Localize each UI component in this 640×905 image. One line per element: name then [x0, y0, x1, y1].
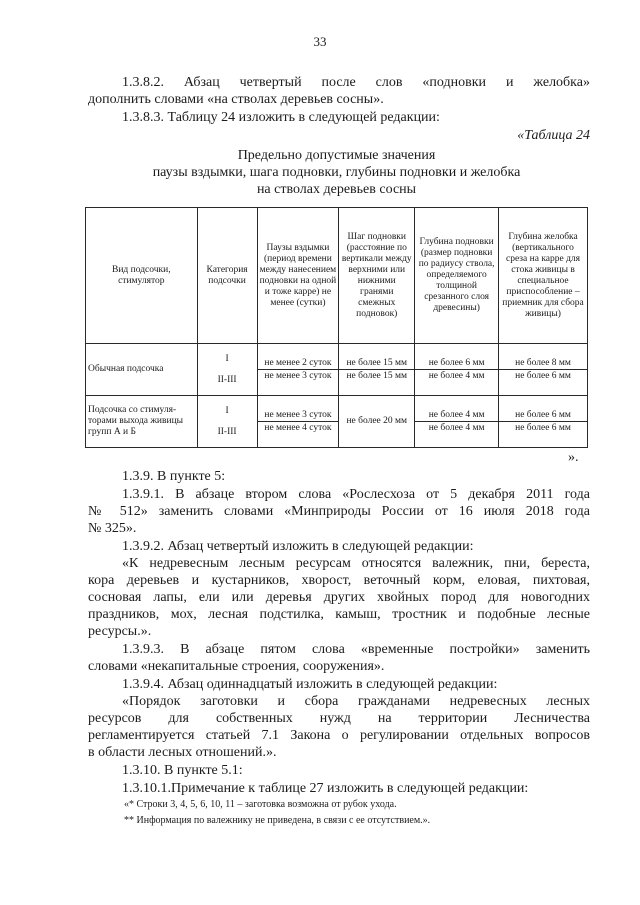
cell-type: Обычная подсочка [86, 344, 198, 396]
groove-value: не более 6 мм [499, 369, 587, 382]
note-line-2: ** Информация по валежнику не приведена, в связи с ее отсутствием.». [124, 815, 431, 826]
pause-value: не менее 3 суток [258, 369, 339, 382]
paragraph-1-3-8-2-line-2: дополнить словами «на стволах деревьев сосны». [88, 92, 384, 107]
quote-1-line-1: «К недревесным лесным ресурсам относятся валежник, пни, береста, [122, 556, 590, 571]
paragraph-1-3-9-1-line-3: № 325». [88, 521, 137, 536]
paragraph-1-3-10-1: 1.3.10.1.Примечание к таблице 27 изложить в следующей редакции: [122, 781, 529, 796]
category-value: I [225, 405, 229, 416]
pause-value: не менее 4 суток [258, 421, 339, 434]
cell-category [197, 396, 257, 448]
groove-value: не более 8 мм [515, 357, 571, 368]
paragraph-1-3-9-1-line-1: 1.3.9.1. В абзаце втором слова «Рослесхоза от 5 декабря 2011 года [122, 487, 590, 502]
groove-value: не более 6 мм [515, 409, 571, 420]
step-value: не более 15 мм [339, 369, 414, 382]
quote-1-line-2: кора деревьев и кустарников, хворост, веточный корм, еловая, пихтовая, [88, 573, 590, 588]
norms-table [85, 207, 588, 448]
depth-value: не более 4 мм [415, 421, 498, 434]
step-value: не более 15 мм [346, 357, 408, 368]
table-title-line-1: Предельно допустимые значения [237, 148, 436, 163]
category-value: II-III [217, 426, 237, 437]
quote-1-line-4: праздников, мох, лесная подстилка, камыш, тростник и подобные лесные [88, 607, 590, 622]
header-category: Категория подсочки [197, 208, 257, 344]
table-label: «Таблица 24 [517, 128, 590, 143]
table-close-quote: ». [568, 450, 579, 465]
quote-2-line-1: «Порядок заготовки и сбора гражданами недревесных лесных [122, 694, 590, 709]
note-line-1: «* Строки 3, 4, 5, 6, 10, 11 – заготовка возможна от рубок ухода. [124, 799, 397, 810]
paragraph-1-3-9: 1.3.9. В пункте 5: [122, 469, 226, 484]
cell-groove [499, 344, 588, 396]
paragraph-1-3-9-1-line-2: № 512» заменить словами «Минприроды России от 16 июля 2018 года [88, 504, 590, 519]
cell-step: не более 20 мм [339, 396, 415, 448]
cell-depth [415, 396, 499, 448]
header-step: Шаг подновки (расстояние по вертикали между верхними или нижними гранями смежных подновок) [339, 208, 415, 344]
category-value: II-III [217, 374, 237, 385]
paragraph-1-3-9-2: 1.3.9.2. Абзац четвертый изложить в следующей редакции: [122, 539, 474, 554]
quote-2-line-4: в области лесных отношений.». [88, 745, 277, 760]
pause-value: не менее 2 суток [264, 357, 332, 368]
paragraph-1-3-9-4: 1.3.9.4. Абзац одиннадцатый изложить в следующей редакции: [122, 677, 498, 692]
paragraph-1-3-8-2-line-1: 1.3.8.2. Абзац четвертый после слов «подновки и желобка» [122, 75, 590, 90]
groove-value: не более 6 мм [499, 421, 587, 434]
quote-1-line-3: сосновая лапы, ели или деревья других хвойных пород для новогодних [88, 590, 590, 605]
table-title-line-3: на стволах деревьев сосны [256, 182, 417, 197]
quote-2-line-3: регламентируется статьей 7.1 Закона о регулировании отдельных вопросов [88, 728, 590, 743]
pause-value: не менее 3 суток [264, 409, 332, 420]
table-row [86, 344, 588, 396]
cell-step [339, 344, 415, 396]
paragraph-1-3-8-3: 1.3.8.3. Таблицу 24 изложить в следующей редакции: [122, 110, 440, 125]
cell-type: Подсочка со стимуля-торами выхода живицы групп А и Б [86, 396, 198, 448]
table-title-line-2: паузы вздымки, шага подновки, глубины подновки и желобка [152, 165, 521, 180]
quote-1-line-5: ресурсы.». [88, 624, 152, 639]
depth-value: не более 6 мм [428, 357, 485, 368]
cell-groove [499, 396, 588, 448]
paragraph-1-3-9-3-line-2: словами «некапитальные строения, сооружения». [88, 659, 385, 674]
depth-value: не более 4 мм [415, 369, 498, 382]
cell-category [197, 344, 257, 396]
paragraph-1-3-9-3-line-1: 1.3.9.3. В абзаце пятом слова «временные постройки» заменить [122, 642, 590, 657]
category-value: I [225, 353, 229, 364]
header-groove: Глубина желобка (вертикального среза на карре для стока живицы в специальное приспособление – приемник для сбора живицы) [499, 208, 588, 344]
cell-pause [257, 344, 339, 396]
header-depth: Глубина подновки (размер подновки по радиусу ствола, определяемого толщиной срезанного слоя древесины) [415, 208, 499, 344]
depth-value: не более 4 мм [428, 409, 485, 420]
paragraph-1-3-10: 1.3.10. В пункте 5.1: [122, 763, 243, 778]
cell-pause [257, 396, 339, 448]
table-header-row [86, 208, 588, 344]
cell-depth [415, 344, 499, 396]
header-pause: Паузы вздымки (период времени между нанесением подновки на одной и тоже карре) не менее (сутки) [257, 208, 339, 344]
quote-2-line-2: ресурсов для собственных нужд на территории Лесничества [88, 711, 590, 726]
table-row [86, 396, 588, 448]
header-type: Вид подсочки, стимулятор [86, 208, 198, 344]
page-number: 33 [313, 34, 327, 49]
